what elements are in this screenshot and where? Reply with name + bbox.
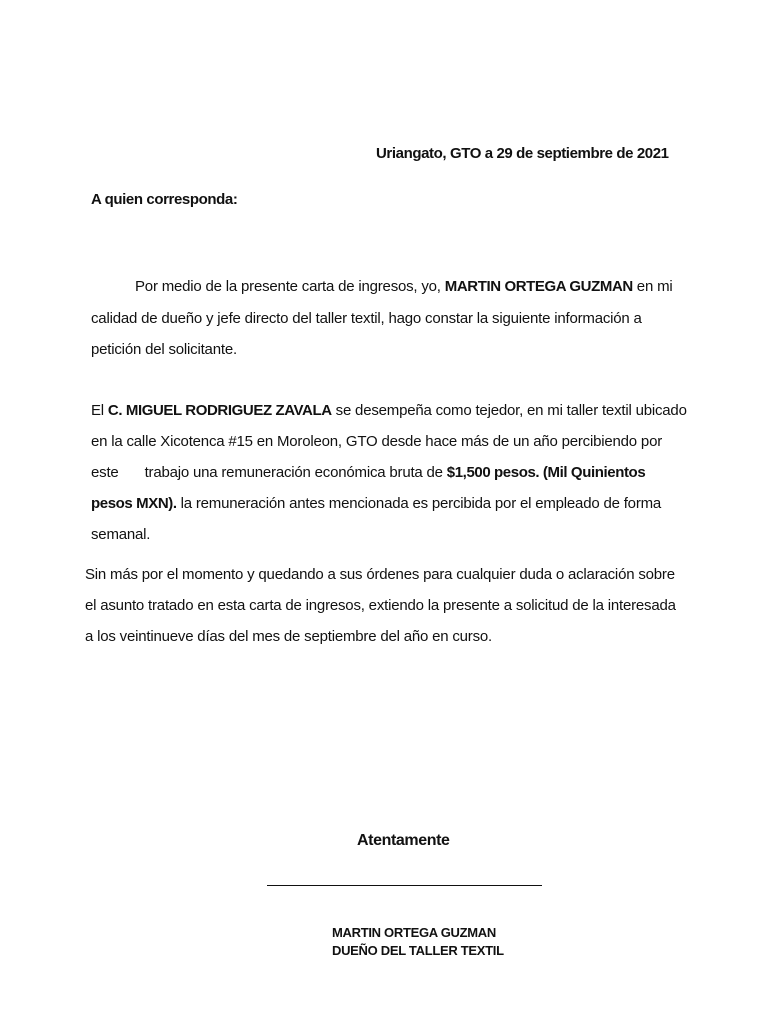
signature-line: [267, 885, 542, 886]
paragraph-2-line-5: semanal.: [91, 526, 151, 543]
paragraph-2-line-3-text: trabajo una remuneración económica bruta de: [144, 464, 447, 481]
paragraph-1-line-2: calidad de dueño y jefe directo del taller textil, hago constar la siguiente información a: [91, 310, 642, 327]
employee-name-inline: C. MIGUEL RODRIGUEZ ZAVALA: [107, 402, 332, 419]
paragraph-1-intro-text: Por medio de la presente carta de ingresos, yo,: [135, 278, 445, 295]
paragraph-2-line-3: [91, 464, 645, 482]
greeting: A quien corresponda:: [91, 191, 238, 208]
paragraph-1-line-1: [135, 278, 673, 296]
paragraph-2-line-4-text: la remuneración antes mencionada es percibida por el empleado de forma: [176, 495, 662, 512]
owner-name-inline: MARTIN ORTEGA GUZMAN: [444, 278, 633, 295]
paragraph-2-article: El: [91, 402, 108, 419]
salary-amount-cont: pesos MXN).: [91, 495, 177, 512]
paragraph-3-line-2: el asunto tratado en esta carta de ingresos, extiendo la presente a solicitud de la interesada: [85, 597, 676, 614]
closing-text: Atentamente: [357, 832, 450, 849]
paragraph-3-line-1: Sin más por el momento y quedando a sus órdenes para cualquier duda o aclaración sobre: [85, 566, 675, 583]
paragraph-2-line-3-start: este: [91, 464, 119, 481]
paragraph-2-line-1: [91, 402, 687, 420]
date-line: Uriangato, GTO a 29 de septiembre de 2021: [376, 145, 669, 162]
paragraph-2-line-4: [91, 495, 661, 513]
paragraph-1-line-3: petición del solicitante.: [91, 341, 237, 358]
signer-title: DUEÑO DEL TALLER TEXTIL: [332, 943, 504, 958]
salary-amount: $1,500 pesos. (Mil Quinientos: [446, 464, 646, 481]
paragraph-1-line-1-end: en mi: [632, 278, 673, 295]
paragraph-2-line-2: en la calle Xicotenca #15 en Moroleon, GTO desde hace más de un año percibiendo por: [91, 433, 663, 450]
paragraph-2-line-1-end: se desempeña como tejedor, en mi taller textil ubicado: [331, 402, 687, 419]
signer-name: MARTIN ORTEGA GUZMAN: [332, 925, 496, 940]
paragraph-3-line-3: a los veintinueve días del mes de septiembre del año en curso.: [85, 628, 493, 645]
